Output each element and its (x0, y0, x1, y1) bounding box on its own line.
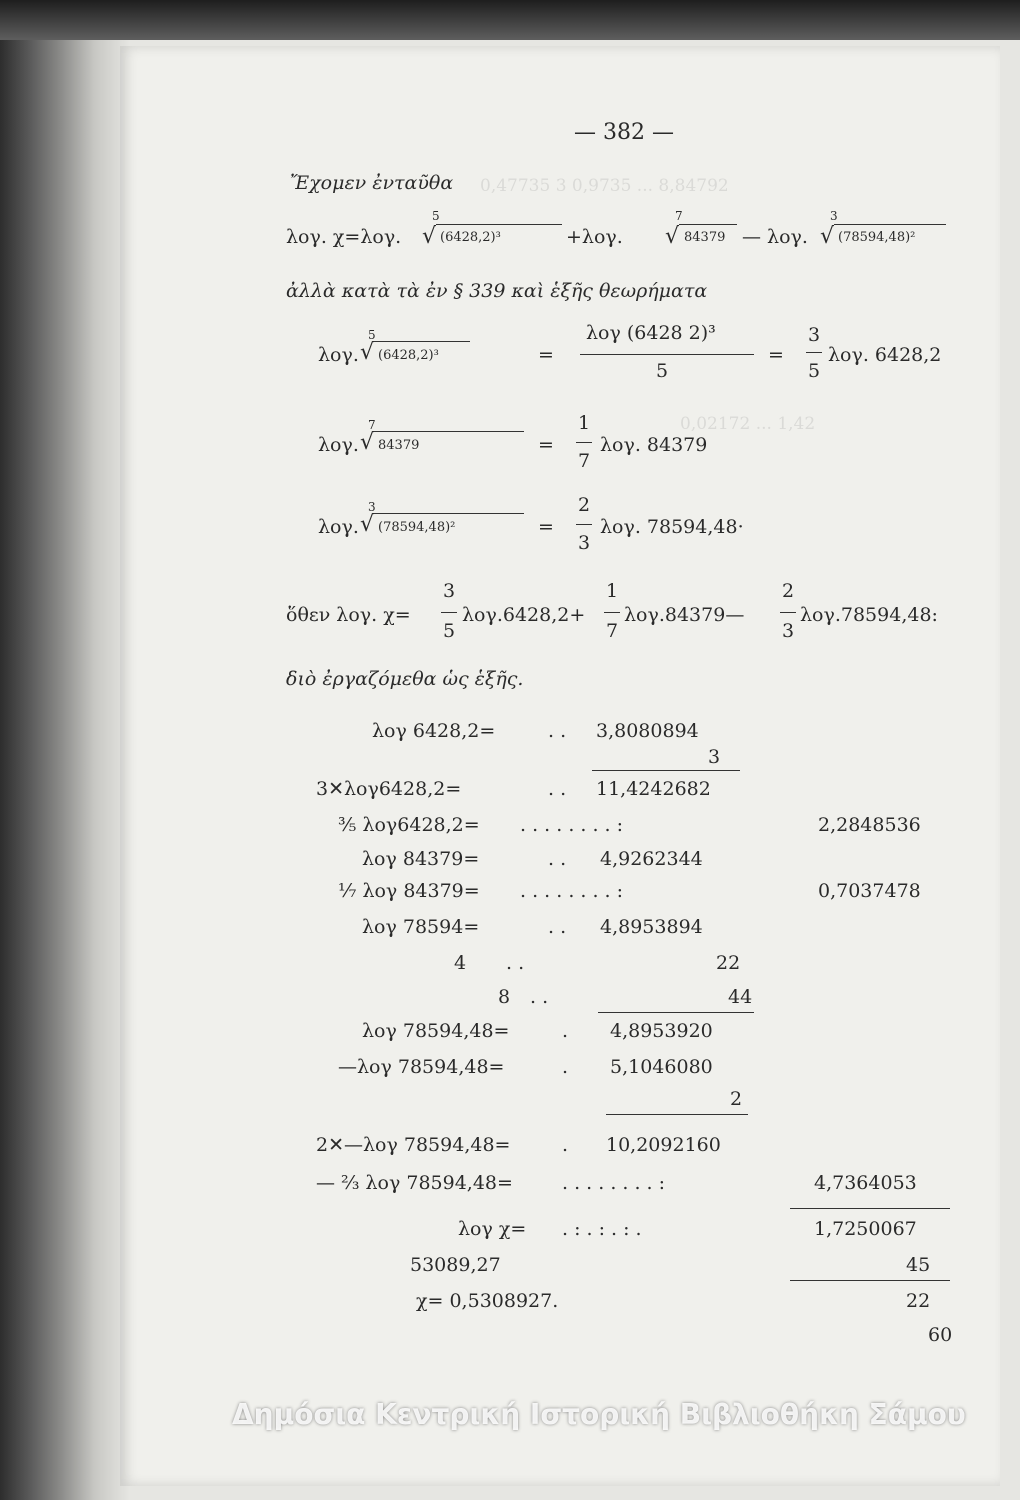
rule-line (790, 1208, 950, 1209)
eq4-equals: = (538, 516, 554, 538)
theorems-line: ἀλλὰ κατὰ τὰ ἐν § 339 καὶ ἑξῆς θεωρήματα (286, 280, 708, 302)
eq3-equals: = (538, 434, 554, 456)
eq4-root-body: (78594,48)² (378, 520, 456, 535)
calc-right-value: 0,7037478 (818, 880, 921, 902)
calc-right-value: 2,2848536 (818, 814, 921, 836)
eq2-equals-2: = (768, 344, 784, 366)
calc-label: 4 (454, 952, 467, 974)
calc-label: ¹⁄₇ λογ 84379= (338, 880, 480, 902)
eq1-root1-body: (6428,2)³ (440, 230, 501, 245)
vinculum (374, 431, 524, 432)
eq4-fraction-den: 3 (578, 532, 591, 554)
bleed-through: 0,47735 3 0,9735 ... 8,84792 (480, 176, 729, 196)
eq2-numerator: λογ (6428 2)³ (586, 322, 716, 344)
calc-dots: . : . : . : . (562, 1218, 642, 1240)
calc-label: χ= 0,5308927. (416, 1290, 559, 1312)
calc-dots: . (562, 1134, 569, 1156)
fraction-bar (806, 352, 822, 353)
eq5-f3-num: 2 (782, 580, 795, 602)
radical-sign: √ (422, 224, 437, 249)
calc-mid-value: 3,8080894 (596, 720, 699, 742)
radical-sign: √ (820, 224, 835, 249)
fraction-bar (441, 612, 457, 613)
eq1-minus: — λογ. (742, 226, 808, 248)
calc-label: — ²⁄₃ λογ 78594,48= (316, 1172, 513, 1194)
calc-mid-value: 4,8953894 (600, 916, 703, 938)
eq4-root-index: 3 (368, 500, 376, 514)
eq5-f2-num: 1 (606, 580, 619, 602)
eq5-term3: λογ.78594,48: (800, 604, 938, 626)
eq4-fraction-num: 2 (578, 494, 591, 516)
eq2-root-body: (6428,2)³ (378, 348, 439, 363)
eq3-lhs: λογ. (318, 434, 359, 456)
vinculum (374, 341, 470, 342)
vinculum (679, 224, 737, 225)
rule-line (598, 1012, 754, 1013)
vinculum (374, 513, 524, 514)
eq3-root-body: 84379 (378, 438, 420, 453)
calc-label: 8 (498, 986, 511, 1008)
calc-label: λογ 78594,48= (362, 1020, 510, 1042)
eq4-rhs: λογ. 78594,48· (600, 516, 744, 538)
rule-line (606, 1114, 748, 1115)
page-number: — 382 — (574, 120, 674, 145)
bleed-through: 0,02172 ... 1,42 (680, 414, 816, 434)
eq1-root3-body: (78594,48)² (838, 230, 916, 245)
work-line: διὸ ἐργαζόμεθα ὡς ἑξῆς. (286, 668, 524, 690)
fraction-bar (576, 524, 592, 525)
eq5-f1-num: 3 (443, 580, 456, 602)
eq3-rhs: λογ. 84379 (600, 434, 708, 456)
calc-right-value: 1,7250067 (814, 1218, 917, 1240)
calc-dots: . . . . . . . . : (562, 1172, 666, 1194)
radical-sign: √ (360, 340, 375, 365)
eq5-lhs: ὅθεν λογ. χ= (286, 604, 411, 626)
fraction-bar (604, 612, 620, 613)
calc-dots: . . (548, 720, 567, 742)
calc-mid-value: 3 (708, 746, 721, 768)
eq2-rhs: λογ. 6428,2 (828, 344, 942, 366)
calc-dots: . . . . . . . . : (520, 814, 624, 836)
calc-dots: . (562, 1020, 569, 1042)
vinculum (834, 224, 946, 225)
fraction-bar (780, 612, 796, 613)
calc-right-value: 4,7364053 (814, 1172, 917, 1194)
eq2-fraction-num: 3 (808, 324, 821, 346)
eq4-lhs: λογ. (318, 516, 359, 538)
calc-mid-value: 5,1046080 (610, 1056, 713, 1078)
calc-label: λογ 78594= (362, 916, 480, 938)
calc-mid-value: 2 (730, 1088, 743, 1110)
calc-mid-value: 4,9262344 (600, 848, 703, 870)
calc-dots: . . (548, 778, 567, 800)
eq2-lhs: λογ. (318, 344, 359, 366)
calc-right-value: 60 (928, 1324, 953, 1346)
calc-right-value: 45 (906, 1254, 931, 1276)
book-top-shadow (0, 0, 1020, 40)
calc-label: 2✕—λογ 78594,48= (316, 1134, 511, 1156)
eq5-term1: λογ.6428,2+ (462, 604, 586, 626)
calc-dots: . . . . . . . . : (520, 880, 624, 902)
calc-dots: . (562, 1056, 569, 1078)
eq1-root3-index: 3 (830, 209, 838, 223)
calc-mid-value: 22 (716, 952, 741, 974)
rule-line (592, 770, 740, 771)
eq1-root2-index: 7 (675, 209, 683, 223)
eq1-lhs: λογ. χ=λογ. (286, 226, 402, 248)
eq3-root-index: 7 (368, 418, 376, 432)
radical-sign: √ (665, 224, 680, 249)
eq2-root-index: 5 (368, 328, 376, 342)
library-watermark: Δημόσια Κεντρική Ιστορική Βιβλιοθήκη Σάμου (232, 1398, 966, 1431)
calc-dots: . . (548, 848, 567, 870)
page-sheet (120, 46, 1000, 1486)
calc-mid-value: 10,2092160 (606, 1134, 721, 1156)
eq5-term2: λογ.84379— (624, 604, 745, 626)
eq5-f1-den: 5 (443, 620, 456, 642)
calc-label: —λογ 78594,48= (338, 1056, 505, 1078)
eq1-plus: +λογ. (566, 226, 623, 248)
eq2-fraction-den: 5 (808, 360, 821, 382)
radical-sign: √ (360, 512, 375, 537)
intro-text: Ἔχομεν ἐνταῦθα (290, 172, 454, 194)
calc-mid-value: 11,4242682 (596, 778, 711, 800)
calc-dots: . . (530, 986, 549, 1008)
calc-dots: . . (506, 952, 525, 974)
calc-label: λογ χ= (458, 1218, 527, 1240)
eq5-f3-den: 3 (782, 620, 795, 642)
calc-label: 53089,27 (410, 1254, 501, 1276)
eq2-denominator: 5 (656, 360, 669, 382)
eq3-fraction-num: 1 (578, 412, 591, 434)
calc-label: λογ 6428,2= (372, 720, 496, 742)
eq5-f2-den: 7 (606, 620, 619, 642)
calc-mid-value: 44 (728, 986, 753, 1008)
fraction-bar (576, 442, 592, 443)
eq1-root2-body: 84379 (684, 230, 726, 245)
eq3-fraction-den: 7 (578, 450, 591, 472)
calc-label: ³⁄₅ λογ6428,2= (338, 814, 480, 836)
radical-sign: √ (360, 430, 375, 455)
calc-dots: . . (548, 916, 567, 938)
calc-label: 3✕λογ6428,2= (316, 778, 462, 800)
calc-right-value: 22 (906, 1290, 931, 1312)
eq2-equals: = (538, 344, 554, 366)
eq1-root1-index: 5 (432, 209, 440, 223)
rule-line (790, 1280, 950, 1281)
calc-label: λογ 84379= (362, 848, 480, 870)
calc-mid-value: 4,8953920 (610, 1020, 713, 1042)
fraction-bar (580, 354, 754, 355)
vinculum (436, 224, 562, 225)
